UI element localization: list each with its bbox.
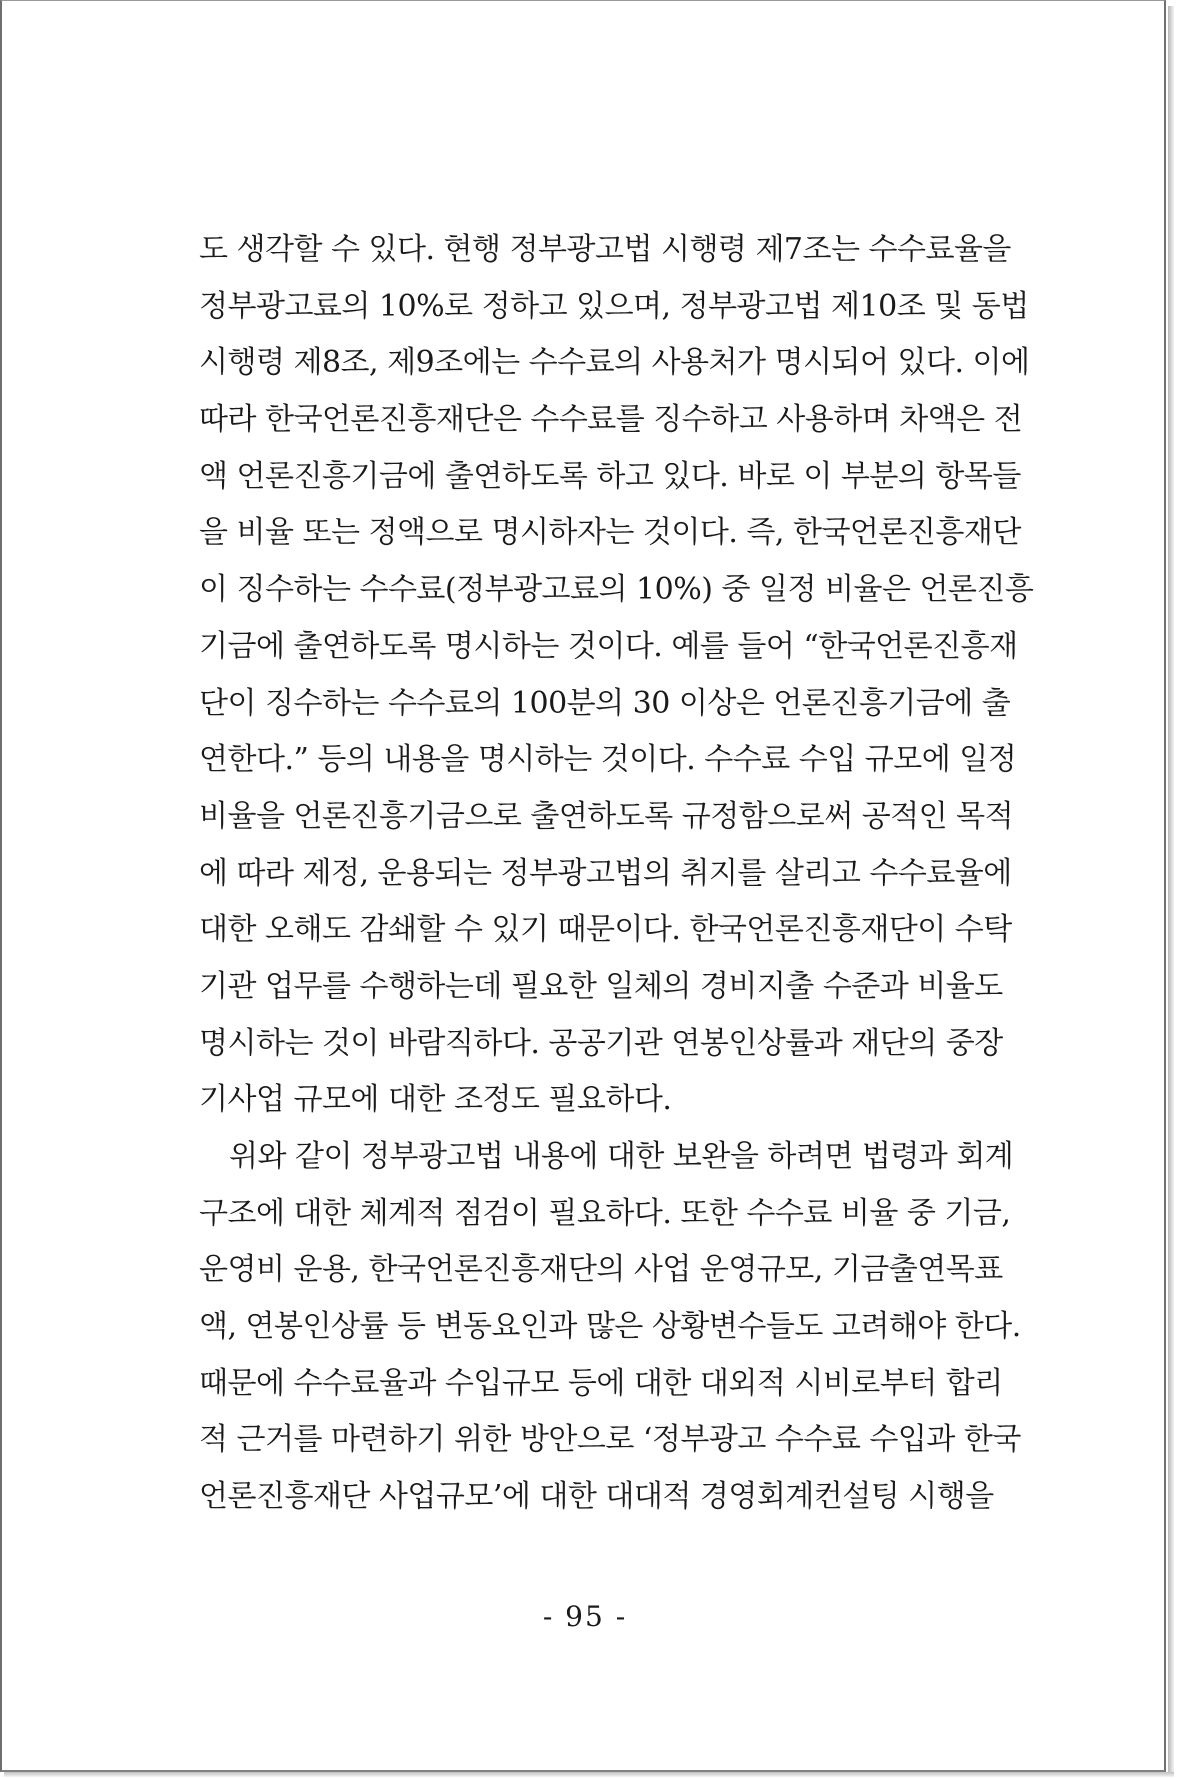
text-line: 연한다.” 등의 내용을 명시하는 것이다. 수수료 수입 규모에 일정 — [199, 742, 1017, 778]
text-line: 적 근거를 마련하기 위한 방안으로 ‘정부광고 수수료 수입과 한국 — [199, 1422, 1021, 1458]
text-line: 기금에 출연하도록 명시하는 것이다. 예를 들어 “한국언론진흥재 — [199, 628, 1018, 664]
text-line: 명시하는 것이 바람직하다. 공공기관 연봉인상률과 재단의 중장 — [199, 1025, 1003, 1061]
text-line: 기사업 규모에 대한 조정도 필요하다. — [199, 1082, 672, 1118]
text-line: 액 언론진흥기금에 출연하도록 하고 있다. 바로 이 부분의 항목들 — [199, 458, 1021, 494]
text-line: 정부광고료의 10%로 정하고 있으며, 정부광고법 제10조 및 동법 — [199, 288, 1029, 324]
body-text — [199, 222, 1034, 1526]
text-line: 을 비율 또는 정액으로 명시하자는 것이다. 즉, 한국언론진흥재단 — [199, 515, 1021, 551]
text-line: 액, 연봉인상률 등 변동요인과 많은 상황변수들도 고려해야 한다. — [199, 1309, 1021, 1345]
text-line: 이 징수하는 수수료(정부광고료의 10%) 중 일정 비율은 언론진흥 — [199, 572, 1034, 608]
text-line: 위와 같이 정부광고법 내용에 대한 보완을 하려면 법령과 회계 — [229, 1139, 1014, 1174]
text-line: 도 생각할 수 있다. 현행 정부광고법 시행령 제7조는 수수료율을 — [199, 232, 1011, 267]
text-line: 시행령 제8조, 제9조에는 수수료의 사용처가 명시되어 있다. 이에 — [199, 345, 1030, 381]
text-line: 구조에 대한 체계적 점검이 필요하다. 또한 수수료 비율 중 기금, — [199, 1195, 1011, 1231]
text-line: 기관 업무를 수행하는데 필요한 일체의 경비지출 수준과 비율도 — [199, 968, 1003, 1004]
text-line: 따라 한국언론진흥재단은 수수료를 징수하고 사용하며 차액은 전 — [199, 402, 1023, 438]
text-line: 때문에 수수료율과 수입규모 등에 대한 대외적 시비로부터 합리 — [199, 1365, 1003, 1401]
page-shadow-right — [1168, 6, 1174, 1774]
page-number: - 95 - — [542, 1600, 628, 1633]
text-line: 대한 오해도 감쇄할 수 있기 때문이다. 한국언론진흥재단이 수탁 — [199, 912, 1012, 948]
text-line: 운영비 운용, 한국언론진흥재단의 사업 운영규모, 기금출연목표 — [199, 1252, 1003, 1288]
text-line: 비율을 언론진흥기금으로 출연하도록 규정함으로써 공적인 목적 — [199, 798, 1014, 834]
page-shadow-bottom — [4, 1772, 1174, 1777]
text-line: 언론진흥재단 사업규모’에 대한 대대적 경영회계컨설팅 시행을 — [199, 1479, 994, 1515]
text-line: 에 따라 제정, 운용되는 정부광고법의 취지를 살리고 수수료율에 — [199, 855, 1012, 891]
text-line: 단이 징수하는 수수료의 100분의 30 이상은 언론진흥기금에 출 — [199, 685, 1011, 721]
